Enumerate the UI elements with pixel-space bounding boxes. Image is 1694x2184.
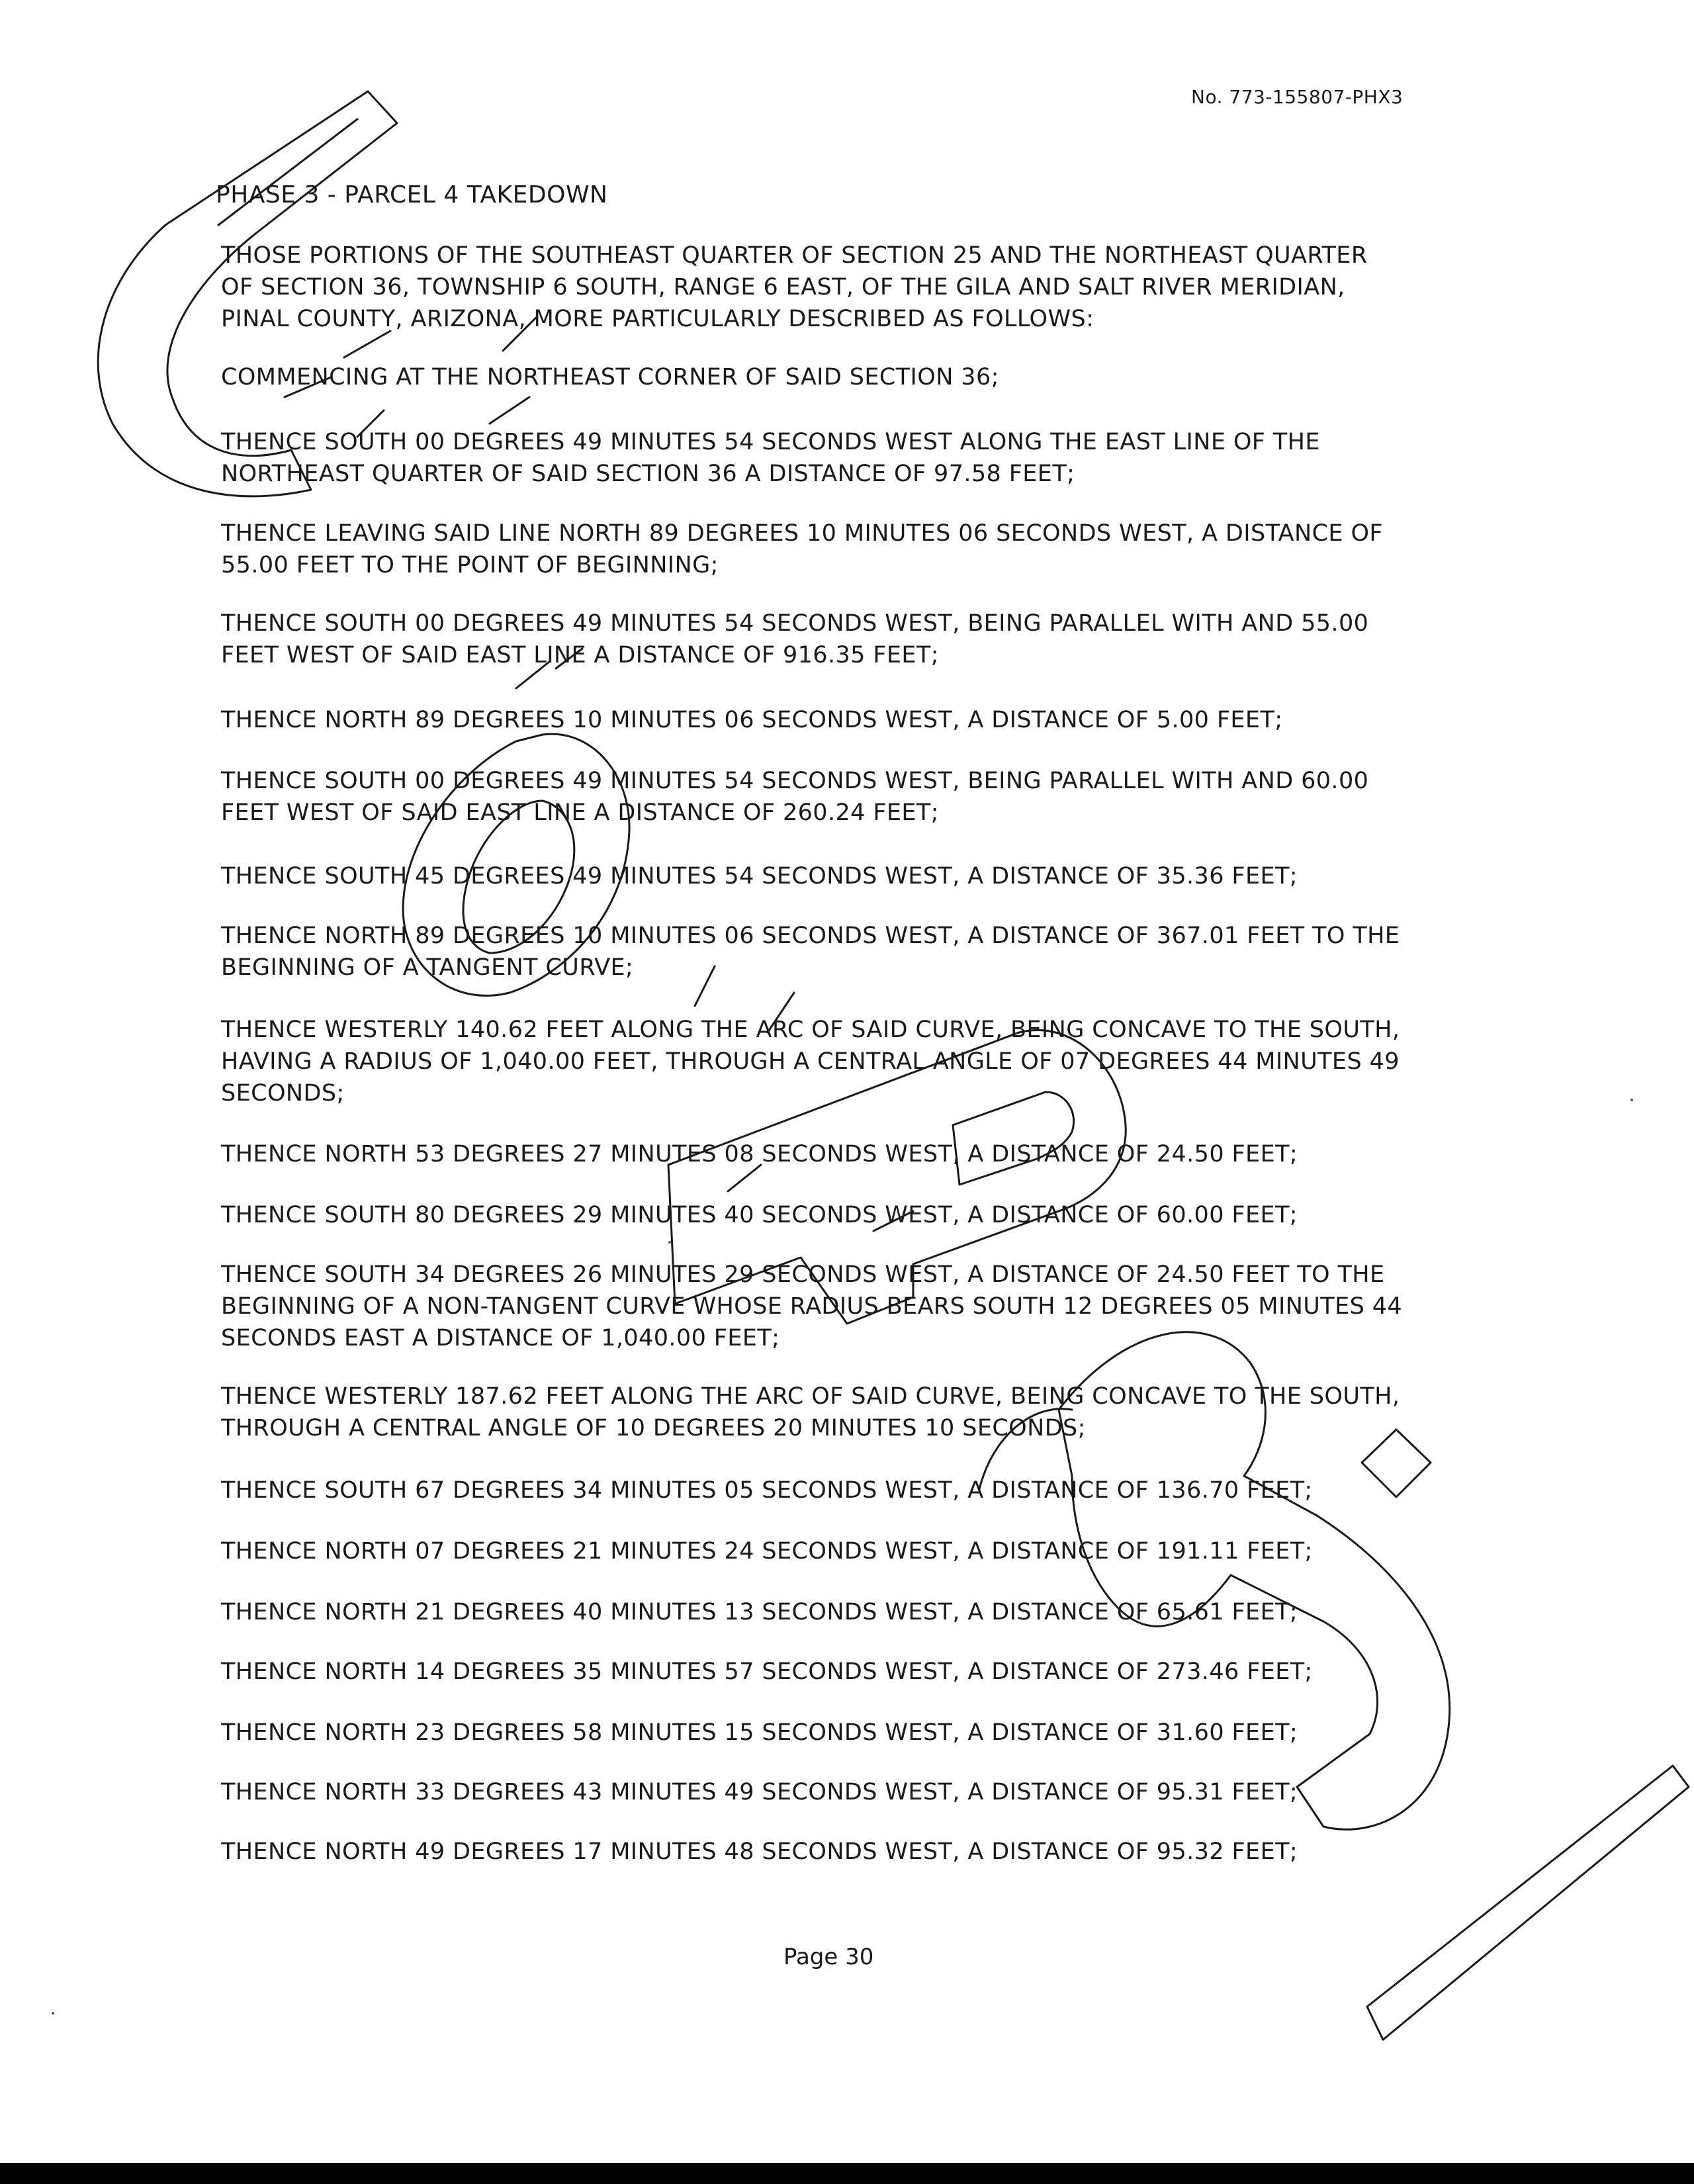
- legal-description-paragraph: THENCE SOUTH 00 DEGREES 49 MINUTES 54 SECONDS WEST, BEING PARALLEL WITH AND 60.00 FEET WEST OF SAID EAST LINE A DISTANCE OF 260.24 FEET;: [221, 768, 1369, 826]
- page-number: Page 30: [783, 1944, 874, 1970]
- legal-description-paragraph: THENCE NORTH 89 DEGREES 10 MINUTES 06 SECONDS WEST, A DISTANCE OF 367.01 FEET TO THE BEGINNING OF A TANGENT CURVE;: [221, 923, 1400, 981]
- legal-description-paragraph: THENCE NORTH 49 DEGREES 17 MINUTES 48 SECONDS WEST, A DISTANCE OF 95.32 FEET;: [221, 1839, 1298, 1865]
- stamp-underline-bar: [1367, 1766, 1689, 2040]
- scan-speck: [668, 1241, 671, 1244]
- document-number: No. 773-155807-PHX3: [1191, 86, 1404, 108]
- legal-description-paragraph: THENCE WESTERLY 140.62 FEET ALONG THE ARC OF SAID CURVE, BEING CONCAVE TO THE SOUTH, HAVING A RADIUS OF 1,040.00 FEET, THROUGH A CENTRAL ANGLE OF 07 DEGREES 44 MINUTES 49 SECONDS;: [221, 1017, 1400, 1107]
- legal-description-paragraph: THENCE SOUTH 80 DEGREES 29 MINUTES 40 SECONDS WEST, A DISTANCE OF 60.00 FEET;: [221, 1202, 1298, 1228]
- legal-description-paragraph: THENCE WESTERLY 187.62 FEET ALONG THE ARC OF SAID CURVE, BEING CONCAVE TO THE SOUTH, THROUGH A CENTRAL ANGLE OF 10 DEGREES 20 MINUTES 10 SECONDS;: [221, 1383, 1400, 1441]
- legal-description-paragraph: THOSE PORTIONS OF THE SOUTHEAST QUARTER OF SECTION 25 AND THE NORTHEAST QUARTER OF SECTION 36, TOWNSHIP 6 SOUTH, RANGE 6 EAST, OF THE GILA AND SALT RIVER MERIDIAN, PINAL COUNTY, ARIZONA, MORE PARTICULARLY DESCRIBED AS FOLLOWS:: [221, 242, 1368, 332]
- legal-description-paragraph: THENCE LEAVING SAID LINE NORTH 89 DEGREES 10 MINUTES 06 SECONDS WEST, A DISTANCE OF 55.00 FEET TO THE POINT OF BEGINNING;: [221, 520, 1383, 578]
- legal-description-paragraph: THENCE SOUTH 00 DEGREES 49 MINUTES 54 SECONDS WEST, BEING PARALLEL WITH AND 55.00 FEET WEST OF SAID EAST LINE A DISTANCE OF 916.35 FEET;: [221, 610, 1369, 668]
- legal-description-paragraph: THENCE SOUTH 67 DEGREES 34 MINUTES 05 SECONDS WEST, A DISTANCE OF 136.70 FEET;: [221, 1477, 1313, 1504]
- scan-speck: [1630, 1099, 1633, 1101]
- legal-description-paragraph: THENCE NORTH 33 DEGREES 43 MINUTES 49 SECONDS WEST, A DISTANCE OF 95.31 FEET;: [221, 1779, 1298, 1805]
- legal-description-paragraph: THENCE NORTH 21 DEGREES 40 MINUTES 13 SECONDS WEST, A DISTANCE OF 65.61 FEET;: [221, 1599, 1298, 1625]
- parcel-heading: PHASE 3 - PARCEL 4 TAKEDOWN: [216, 181, 608, 208]
- legal-description-paragraph: COMMENCING AT THE NORTHEAST CORNER OF SAID SECTION 36;: [221, 364, 999, 390]
- legal-description-paragraph: THENCE NORTH 14 DEGREES 35 MINUTES 57 SECONDS WEST, A DISTANCE OF 273.46 FEET;: [221, 1659, 1313, 1685]
- legal-description-paragraph: THENCE NORTH 07 DEGREES 21 MINUTES 24 SECONDS WEST, A DISTANCE OF 191.11 FEET;: [221, 1538, 1313, 1565]
- legal-description-paragraph: THENCE SOUTH 34 DEGREES 26 MINUTES 29 SECONDS WEST, A DISTANCE OF 24.50 FEET TO THE BEGINNING OF A NON-TANGENT CURVE WHOSE RADIUS BEARS SOUTH 12 DEGREES 05 MINUTES 44 SECONDS EAST A DISTANCE OF 1,040.00 FEET;: [221, 1261, 1403, 1351]
- scan-speck: [52, 2012, 54, 2015]
- legal-description-paragraph: THENCE NORTH 53 DEGREES 27 MINUTES 08 SECONDS WEST, A DISTANCE OF 24.50 FEET;: [221, 1141, 1298, 1167]
- scan-border-bottom: [0, 2163, 1694, 2184]
- legal-description-paragraph: THENCE SOUTH 45 DEGREES 49 MINUTES 54 SECONDS WEST, A DISTANCE OF 35.36 FEET;: [221, 863, 1298, 889]
- legal-description-paragraph: THENCE SOUTH 00 DEGREES 49 MINUTES 54 SECONDS WEST ALONG THE EAST LINE OF THE NORTHEAST QUARTER OF SAID SECTION 36 A DISTANCE OF 97.58 FEET;: [221, 429, 1320, 487]
- legal-description-paragraph: THENCE NORTH 23 DEGREES 58 MINUTES 15 SECONDS WEST, A DISTANCE OF 31.60 FEET;: [221, 1719, 1298, 1746]
- legal-description-paragraph: THENCE NORTH 89 DEGREES 10 MINUTES 06 SECONDS WEST, A DISTANCE OF 5.00 FEET;: [221, 707, 1283, 733]
